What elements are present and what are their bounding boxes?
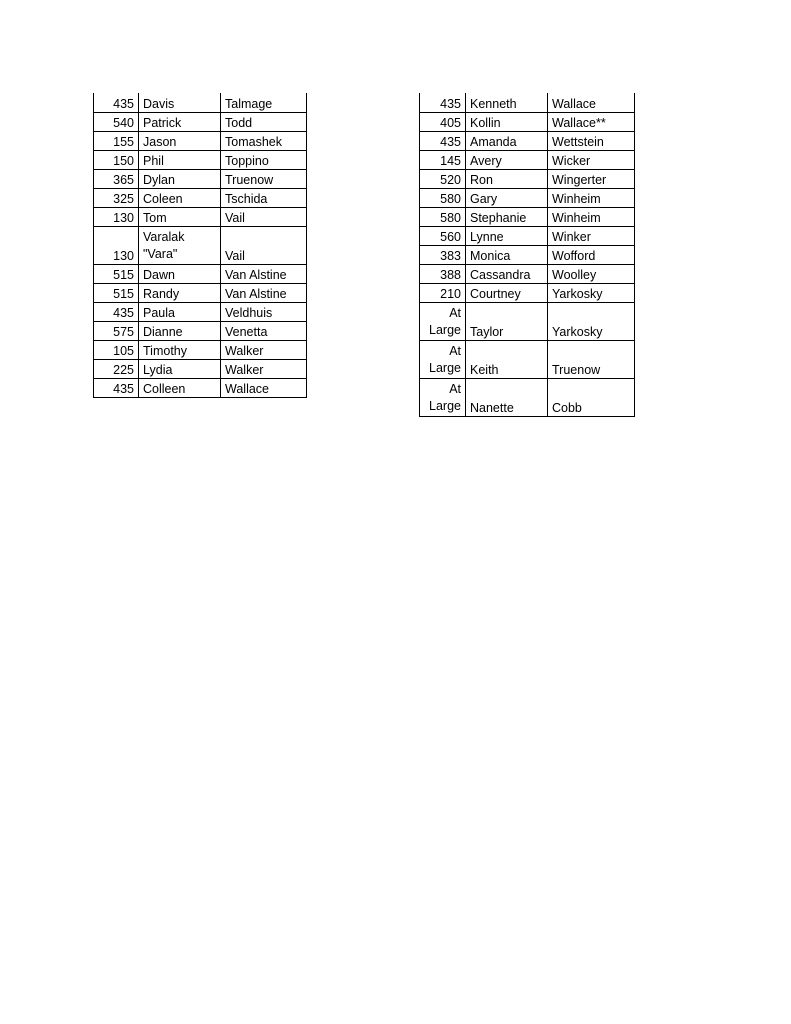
table-row [94, 321, 307, 340]
table-row [94, 131, 307, 150]
table-row [94, 112, 307, 131]
last-name-cell: Yarkosky [548, 302, 635, 340]
last-name-cell: Wettstein [548, 131, 635, 150]
table-row [420, 188, 635, 207]
roster-table-left-body [94, 93, 307, 397]
first-name-cell: Courtney [466, 283, 548, 302]
table-row [420, 112, 635, 131]
last-name-cell: Yarkosky [548, 283, 635, 302]
last-name-cell: Wallace** [548, 112, 635, 131]
last-name-cell: Cobb [548, 378, 635, 416]
district-number-cell: 435 [94, 378, 139, 397]
table-row [94, 264, 307, 283]
district-number-cell: 365 [94, 169, 139, 188]
district-number-cell: 560 [420, 226, 466, 245]
last-name-cell: Veldhuis [221, 302, 307, 321]
last-name-cell: Van Alstine [221, 283, 307, 302]
first-name-cell: Monica [466, 245, 548, 264]
first-name-cell: Timothy [139, 340, 221, 359]
last-name-cell: Vail [221, 207, 307, 226]
first-name-cell: Taylor [466, 302, 548, 340]
last-name-cell: Wallace [221, 378, 307, 397]
first-name-cell: Varalak "Vara" [139, 226, 221, 264]
table-row [420, 93, 635, 112]
last-name-cell: Walker [221, 340, 307, 359]
table-row [420, 340, 635, 378]
district-number-cell: At Large [420, 340, 466, 378]
last-name-cell: Woolley [548, 264, 635, 283]
table-row [420, 378, 635, 416]
district-number-cell: 435 [94, 302, 139, 321]
table-row [420, 283, 635, 302]
table-row [94, 207, 307, 226]
table-row [420, 131, 635, 150]
last-name-cell: Winker [548, 226, 635, 245]
last-name-cell: Wofford [548, 245, 635, 264]
district-number-cell: 155 [94, 131, 139, 150]
district-number-cell: 580 [420, 188, 466, 207]
last-name-cell: Todd [221, 112, 307, 131]
district-number-cell: 435 [420, 93, 466, 112]
district-number-cell: 580 [420, 207, 466, 226]
table-row [94, 169, 307, 188]
district-number-cell: 435 [94, 93, 139, 112]
district-number-cell: At Large [420, 378, 466, 416]
table-row [94, 359, 307, 378]
first-name-cell: Avery [466, 150, 548, 169]
table-row [94, 226, 307, 264]
first-name-cell: Paula [139, 302, 221, 321]
district-number-cell: 435 [420, 131, 466, 150]
district-number-cell: 210 [420, 283, 466, 302]
table-row [94, 150, 307, 169]
last-name-cell: Tomashek [221, 131, 307, 150]
first-name-cell: Patrick [139, 112, 221, 131]
first-name-cell: Kollin [466, 112, 548, 131]
first-name-cell: Lydia [139, 359, 221, 378]
table-row [420, 302, 635, 340]
last-name-cell: Wingerter [548, 169, 635, 188]
district-number-cell: 515 [94, 283, 139, 302]
first-name-cell: Gary [466, 188, 548, 207]
district-number-cell: 130 [94, 226, 139, 264]
first-name-cell: Randy [139, 283, 221, 302]
table-row [94, 378, 307, 397]
table-row [420, 226, 635, 245]
last-name-cell: Walker [221, 359, 307, 378]
first-name-cell: Keith [466, 340, 548, 378]
last-name-cell: Venetta [221, 321, 307, 340]
table-row [420, 150, 635, 169]
first-name-cell: Dianne [139, 321, 221, 340]
district-number-cell: 145 [420, 150, 466, 169]
table-row [420, 207, 635, 226]
first-name-cell: Cassandra [466, 264, 548, 283]
first-name-cell: Phil [139, 150, 221, 169]
last-name-cell: Winheim [548, 207, 635, 226]
table-row [94, 188, 307, 207]
table-row [420, 245, 635, 264]
table-row [420, 169, 635, 188]
last-name-cell: Wallace [548, 93, 635, 112]
last-name-cell: Vail [221, 226, 307, 264]
first-name-cell: Nanette [466, 378, 548, 416]
first-name-cell: Davis [139, 93, 221, 112]
last-name-cell: Toppino [221, 150, 307, 169]
last-name-cell: Tschida [221, 188, 307, 207]
district-number-cell: 105 [94, 340, 139, 359]
first-name-cell: Colleen [139, 378, 221, 397]
first-name-cell: Tom [139, 207, 221, 226]
roster-table-left [93, 93, 307, 398]
first-name-cell: Jason [139, 131, 221, 150]
last-name-cell: Wicker [548, 150, 635, 169]
table-row [420, 264, 635, 283]
district-number-cell: 150 [94, 150, 139, 169]
roster-table-right-body [420, 93, 635, 416]
last-name-cell: Truenow [548, 340, 635, 378]
district-number-cell: 325 [94, 188, 139, 207]
last-name-cell: Truenow [221, 169, 307, 188]
district-number-cell: 575 [94, 321, 139, 340]
first-name-cell: Lynne [466, 226, 548, 245]
last-name-cell: Winheim [548, 188, 635, 207]
first-name-cell: Amanda [466, 131, 548, 150]
table-row [94, 93, 307, 112]
first-name-cell: Dawn [139, 264, 221, 283]
first-name-cell: Coleen [139, 188, 221, 207]
district-number-cell: 383 [420, 245, 466, 264]
first-name-cell: Kenneth [466, 93, 548, 112]
roster-table-right [419, 93, 635, 417]
district-number-cell: At Large [420, 302, 466, 340]
last-name-cell: Van Alstine [221, 264, 307, 283]
district-number-cell: 225 [94, 359, 139, 378]
table-row [94, 340, 307, 359]
table-row [94, 283, 307, 302]
last-name-cell: Talmage [221, 93, 307, 112]
first-name-cell: Ron [466, 169, 548, 188]
table-row [94, 302, 307, 321]
district-number-cell: 388 [420, 264, 466, 283]
first-name-cell: Dylan [139, 169, 221, 188]
first-name-cell: Stephanie [466, 207, 548, 226]
district-number-cell: 405 [420, 112, 466, 131]
district-number-cell: 520 [420, 169, 466, 188]
district-number-cell: 130 [94, 207, 139, 226]
district-number-cell: 515 [94, 264, 139, 283]
district-number-cell: 540 [94, 112, 139, 131]
